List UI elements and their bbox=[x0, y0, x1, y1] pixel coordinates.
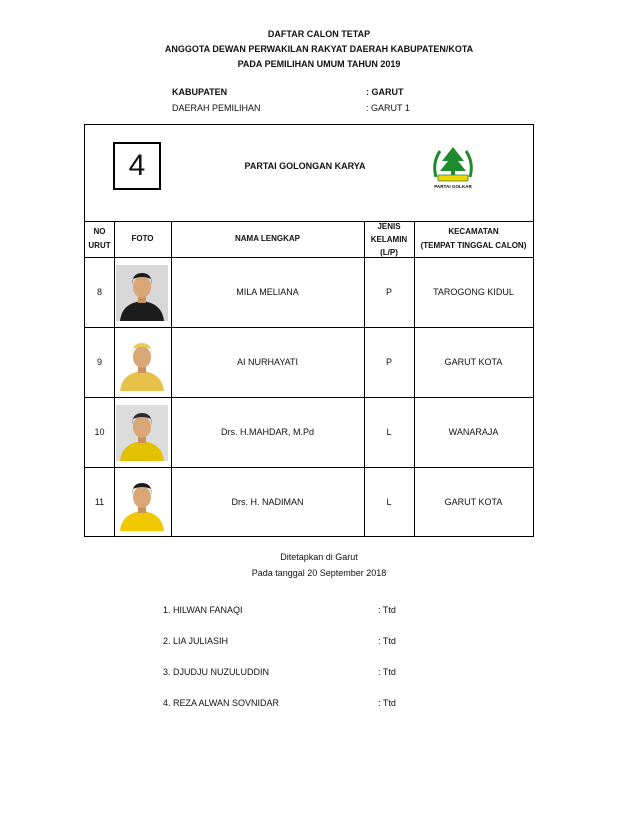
candidate-number: 8 bbox=[96, 287, 102, 297]
title-line-2: ANGGOTA DEWAN PERWAKILAN RAKYAT DAERAH KABUPATEN/KOTA bbox=[164, 44, 474, 54]
col-header-jenis-kelamin: JENIS KELAMIN (L/P) bbox=[370, 222, 408, 257]
candidate-gender: L bbox=[386, 497, 392, 507]
candidate-kecamatan: TAROGONG KIDUL bbox=[433, 287, 514, 297]
signatory-name: 3. DJUDJU NUZULUDDIN bbox=[163, 667, 270, 677]
golkar-logo-icon bbox=[428, 141, 478, 191]
col-divider bbox=[114, 221, 115, 536]
candidate-name: Drs. H. NADIMAN bbox=[231, 497, 304, 507]
col-header-kecamatan: KECAMATAN (TEMPAT TINGGAL CALON) bbox=[420, 227, 527, 250]
candidate-photo bbox=[116, 475, 168, 531]
col-divider bbox=[364, 221, 365, 536]
candidate-gender: L bbox=[386, 427, 392, 437]
candidate-gender: P bbox=[385, 287, 392, 297]
candidate-table bbox=[84, 124, 534, 537]
col-divider bbox=[414, 221, 415, 536]
party-header bbox=[85, 125, 533, 222]
row-divider bbox=[85, 467, 533, 468]
col-header-nama: NAMA LENGKAP bbox=[234, 234, 301, 243]
candidate-kecamatan: GARUT KOTA bbox=[444, 497, 503, 507]
row-divider bbox=[85, 327, 533, 328]
candidate-photo bbox=[116, 405, 168, 461]
party-name: PARTAI GOLONGAN KARYA bbox=[244, 161, 366, 171]
signatory-name: 2. LIA JULIASIH bbox=[163, 636, 229, 646]
title-line-1: DAFTAR CALON TETAP bbox=[267, 29, 371, 39]
dapil-value: : GARUT 1 bbox=[366, 103, 410, 113]
row-divider bbox=[85, 257, 533, 258]
candidate-number: 9 bbox=[96, 357, 102, 367]
candidate-kecamatan: GARUT KOTA bbox=[444, 357, 503, 367]
logo-caption: PARTAI GOLKAR bbox=[434, 184, 472, 189]
signatory-name: 1. HILWAN FANAQI bbox=[163, 605, 243, 615]
title-line-3: PADA PEMILIHAN UMUM TAHUN 2019 bbox=[237, 59, 401, 69]
candidate-number: 11 bbox=[94, 497, 105, 507]
signatory-sign: : Ttd bbox=[378, 698, 396, 708]
candidate-photo bbox=[116, 265, 168, 321]
signatory-sign: : Ttd bbox=[378, 605, 396, 615]
signatory-sign: : Ttd bbox=[378, 636, 396, 646]
party-number: 4 bbox=[113, 142, 161, 190]
kabupaten-value: : GARUT bbox=[366, 87, 404, 97]
col-header-no: NO URUT bbox=[88, 227, 111, 250]
col-divider bbox=[171, 221, 172, 536]
candidate-kecamatan: WANARAJA bbox=[448, 427, 499, 437]
candidate-name: AI NURHAYATI bbox=[236, 357, 298, 367]
kabupaten-label: KABUPATEN bbox=[172, 87, 228, 97]
signatory-sign: : Ttd bbox=[378, 667, 396, 677]
candidate-name: Drs. H.MAHDAR, M.Pd bbox=[220, 427, 314, 437]
signatory-name: 4. REZA ALWAN SOVNIDAR bbox=[163, 698, 280, 708]
row-divider bbox=[85, 397, 533, 398]
candidate-gender: P bbox=[385, 357, 392, 367]
candidate-photo bbox=[116, 335, 168, 391]
candidate-number: 10 bbox=[94, 427, 105, 437]
dapil-label: DAERAH PEMILIHAN bbox=[172, 103, 261, 113]
col-header-foto: FOTO bbox=[131, 234, 154, 243]
footer-date: Pada tanggal 20 September 2018 bbox=[251, 568, 387, 578]
footer-place: Ditetapkan di Garut bbox=[280, 552, 358, 562]
candidate-name: MILA MELIANA bbox=[236, 287, 299, 297]
